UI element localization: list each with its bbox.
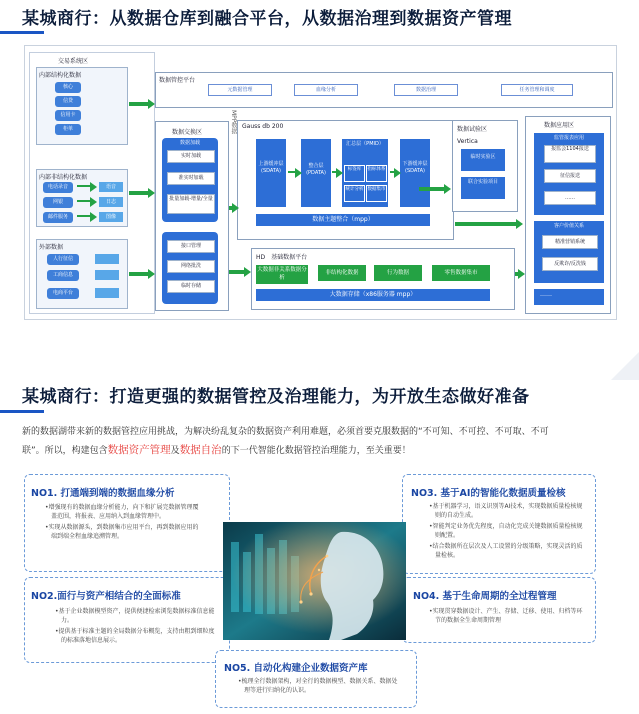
no2-point-1: 基于企业数据模型资产，提供便捷检索浏览数据标准信息能力。 — [58, 608, 215, 624]
more-item: …… — [544, 191, 596, 205]
ext-store — [95, 270, 119, 280]
ebank: 网银 — [43, 197, 73, 208]
temp-storage: 临时存储 — [167, 280, 215, 293]
ai-face-illustration-icon — [223, 522, 406, 640]
exchange-area-title: 交易系统区 — [58, 58, 89, 65]
no1-box — [24, 474, 230, 572]
temp-lab: 临时实验区 — [461, 149, 505, 171]
arrow — [229, 270, 245, 274]
nosql-analysis: 大数据非关系数据分析 — [256, 265, 308, 284]
mpp-label: MPP数据 — [230, 110, 237, 135]
hd-platform-panel — [251, 248, 515, 310]
gaussdb-title: Gauss db 200 — [242, 123, 284, 130]
structured-data-title: 内部结构化数据 — [39, 72, 82, 79]
phone-recording: 电话录音 — [43, 182, 73, 193]
credit-report: 征信报送 — [544, 169, 596, 183]
no2-point-2: 提供基于标准主题的全局数据分布概览，支持由粗到细粒度的标准落地信息展示。 — [58, 628, 215, 644]
no1-point-2: 实现从数据源头，到数据集市应用平台，再到数据应用的端到端全程血缘追溯管理。 — [48, 524, 199, 540]
arrow — [390, 171, 395, 173]
data-lab-panel — [452, 120, 518, 212]
no2-title: NO2.面行与资产相结合的全面标准 — [31, 591, 181, 602]
no3-point-2: 智能判定业务优先程度，自动化完成关键数据质量检核规则配置。 — [432, 523, 583, 539]
tag-library: 标签库 — [344, 165, 365, 182]
data-exchange-panel — [155, 121, 229, 311]
counter-db: 柜单 — [55, 124, 81, 135]
gaussdb-panel — [237, 120, 454, 240]
arrow — [288, 171, 296, 173]
integration-layer: 整合层(PDATA) — [301, 139, 331, 207]
no4-point-1: 实现贯穿数据设计、产生、存储、迁移、使用、归档等环节的数据全生命周期管理 — [432, 608, 583, 624]
ext-store — [95, 288, 119, 298]
data-mart: 数据集市 — [366, 185, 387, 202]
intro-paragraph — [22, 423, 618, 460]
network-batch: 网络批洗 — [167, 260, 215, 273]
customer-value-group: 客户价值关系 精准营销系统 反欺诈/反洗钱 — [534, 221, 604, 283]
unstructured-data-title: 内部非结构化数据 — [39, 174, 88, 181]
arrow — [455, 222, 517, 226]
section1-title: 某城商行：从数据仓库到融合平台，从数据治理到数据资产管理 — [22, 9, 512, 29]
unstructured-data: 非结构化数据 — [318, 265, 366, 281]
retail-data-mart: 零售数据集市 — [432, 265, 490, 281]
architecture-diagram — [24, 45, 617, 320]
business-info: 工商信息 — [47, 270, 79, 281]
title-underline — [0, 31, 44, 34]
no3-title: NO3. 基于AI的智能化数据质量检核 — [411, 488, 566, 499]
vertica-label: Vertica — [457, 138, 478, 145]
corner-decoration-icon — [611, 352, 639, 380]
intro-text-b: 联”。所以，构建包含 — [22, 446, 108, 456]
ai-face-image — [223, 522, 406, 640]
no2-box — [24, 577, 230, 663]
arrow — [77, 200, 91, 202]
arrow — [129, 102, 149, 106]
lineage-analysis: 血缘分析 — [294, 84, 358, 96]
mail-service: 邮件服务 — [43, 212, 73, 223]
no4-points: •实现贯穿数据设计、产生、存储、迁移、使用、归档等环节的数据全生命周期管理 — [429, 608, 583, 624]
arrow — [129, 191, 149, 195]
task-scheduling: 任务管理和调度 — [501, 84, 573, 96]
arrow — [77, 215, 91, 217]
no5-points: •梳理全行数据架构，对全行的数据模型、数据关系、数据处理等进行归纳化的认识。 — [238, 678, 398, 694]
more-apps: …… — [534, 289, 604, 305]
app-area-title: 数据应用区 — [544, 122, 575, 129]
no3-points: •基于机器学习，语义识别等AI技术，实现数据质量检核规则的自动生成。 •智能判定业务优先程度，自动化完成关键数据质量检核规则配置。 •结合数据所在层次及人工设置的分级策略，实现灵活的质量检核。 — [429, 503, 583, 559]
highlight-autonomy: 数据自治 — [179, 444, 222, 456]
theme-integration-bar: 数据主题整合（mpp） — [256, 214, 430, 226]
behavior-data: 行为数据 — [374, 265, 422, 281]
no5-box — [215, 650, 417, 708]
no2-points: •基于企业数据模型资产，提供便捷检索浏览数据标准信息能力。 •提供基于标准主题的全局数据分布概览，支持由粗到细粒度的标准落地信息展示。 — [55, 608, 215, 644]
external-data-box — [36, 239, 128, 309]
no1-point-1: 增强现有的数据血缘分析能力，向下和扩展完数据管理覆盖范围，将报表、应用纳入到血缘管理中。 — [48, 504, 199, 520]
section2-title: 某城商行：打造更强的数据管控及治理能力，为开放生态做好准备 — [22, 387, 530, 407]
downstream-buffer-layer: 下游缓冲层(SDATA) — [400, 139, 430, 207]
unstructured-data-box — [36, 169, 128, 227]
intro-text-c: 及 — [170, 446, 180, 456]
external-data-title: 外部数据 — [39, 244, 64, 251]
image-store: 图像 — [99, 212, 123, 222]
no4-box — [402, 577, 596, 643]
anti-fraud: 反欺诈/反洗钱 — [542, 257, 598, 271]
realtime-load: 实时加载 — [167, 150, 215, 163]
no3-box — [402, 474, 596, 574]
structured-data-box — [36, 67, 128, 145]
no5-point-1: 梳理全行数据架构，对全行的数据模型、数据关系、数据处理等进行归纳化的认识。 — [241, 678, 398, 694]
ext-store — [95, 254, 119, 264]
regulatory-group: 监管报表应用 报监会1104报送 征信报送 …… — [534, 133, 604, 215]
highlight-asset-mgmt: 数据资产管理 — [107, 444, 171, 456]
metric-system: 指标体系 — [366, 165, 387, 182]
hd-title: HD 基础数据平台 — [256, 254, 308, 261]
report-1104: 报监会1104报送 — [544, 145, 596, 163]
ecommerce: 电商平台 — [47, 288, 79, 299]
governance-panel — [155, 72, 613, 108]
data-lab-title: 数据试验区 — [457, 126, 488, 133]
metadata-mgmt: 元数据管理 — [208, 84, 272, 96]
no1-points: •增强现有的数据血缘分析能力，向下和扩展完数据管理覆盖范围，将报表、应用纳入到血缘管理中。 •实现从数据源头，到数据集市应用平台，再到数据应用的端到端全程血缘追溯管理。 — [45, 504, 199, 540]
no1-title: NO1. 打通端到端的数据血缘分析 — [31, 488, 175, 499]
log-store: 日志 — [99, 197, 123, 207]
no3-point-1: 基于机器学习，语义识别等AI技术，实现数据质量检核规则的自动生成。 — [432, 503, 583, 519]
near-realtime-load: 准实时加载 — [167, 172, 215, 185]
upper-buffer-layer: 上游缓冲层(SDATA) — [256, 139, 286, 207]
card-db: 信用卡 — [55, 110, 81, 121]
arrow — [515, 272, 519, 276]
data-load-title: 数据加载 — [179, 140, 200, 146]
pboc-credit: 人行征信 — [47, 254, 79, 265]
interface-mgmt: 接口管理 — [167, 240, 215, 253]
no4-title: NO4. 基于生命周期的全过程管理 — [413, 591, 557, 602]
data-governance: 数据治理 — [394, 84, 458, 96]
intro-text-d: 的下一代智能化数据管控治理能力，至关重要！ — [221, 446, 411, 456]
credit-db: 信贷 — [55, 96, 81, 107]
bigdata-storage-bar: 大数据存储（x86服务器 mpp） — [256, 289, 490, 301]
arrow — [77, 185, 91, 187]
statistics: 统计分析 — [344, 185, 365, 202]
summary-layer: 汇总层（PMID） 标签库 指标体系 统计分析 数据集市 — [342, 139, 388, 207]
governance-title: 数据管控平台 — [159, 77, 196, 84]
joint-lab: 联合实验项目 — [461, 177, 505, 199]
title-underline-2 — [0, 410, 44, 413]
arrow — [332, 171, 337, 173]
data-load-box — [162, 138, 218, 222]
voice-store: 语音 — [99, 182, 123, 192]
precision-marketing: 精准营销系统 — [542, 235, 598, 249]
app-area-panel — [525, 116, 611, 314]
arrow — [229, 206, 233, 210]
core-db: 核心 — [55, 82, 81, 93]
exchange-service-box — [162, 232, 218, 304]
arrow — [129, 272, 149, 276]
no5-title: NO5. 自动化构建企业数据资产库 — [224, 663, 368, 674]
no3-point-3: 结合数据所在层次及人工设置的分级策略，实现灵活的质量检核。 — [432, 543, 583, 559]
batch-load: 批量加载-增量/全量 — [167, 194, 215, 214]
intro-text-a: 新的数据湖带来新的数据管控应用挑战，为解决纷乱复杂的数据资产利用难题，必须首要克服数据的“不可知、不可控、不可取、不可 — [22, 427, 549, 437]
arrow — [419, 187, 445, 191]
exchange-title: 数据交换区 — [172, 129, 203, 136]
